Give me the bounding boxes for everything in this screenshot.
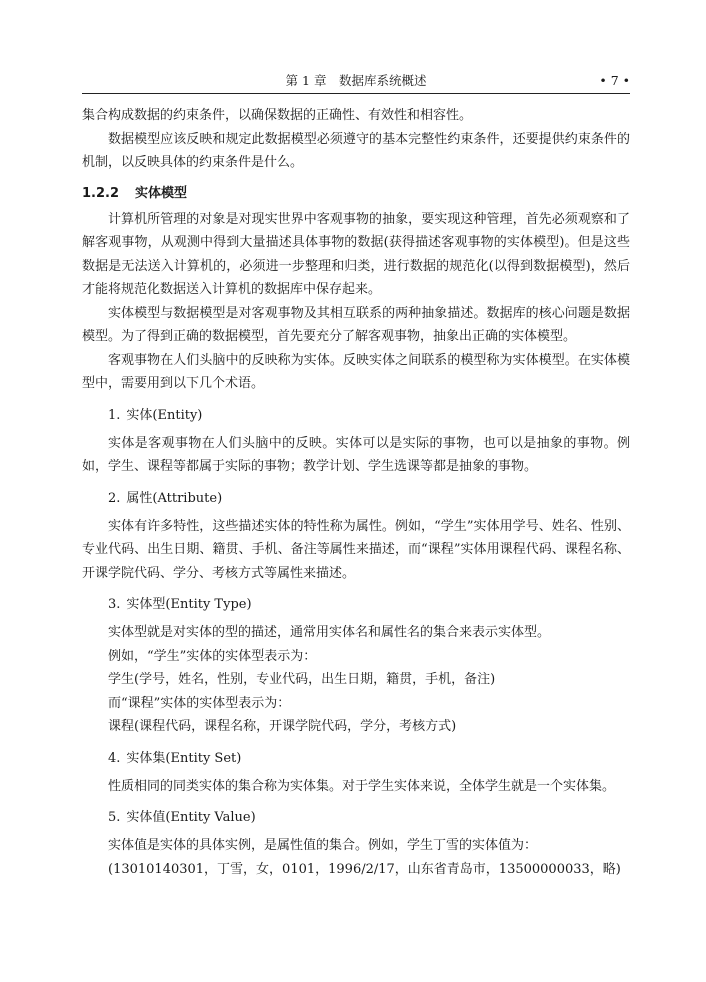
term-heading	[108, 594, 630, 616]
entity-type-example: 学生(学号，姓名，性别，专业代码，出生日期，籍贯，手机，备注)	[108, 672, 496, 687]
term-heading	[108, 405, 630, 427]
running-header	[82, 71, 630, 91]
paragraph: 实体模型与数据模型是对客观事物及其相互联系的两种抽象描述。数据库的核心问题是数据模型。为了得到正确的数据模型，首先要充分了解客观事物，抽象出正确的实体模型。	[82, 305, 630, 344]
term-heading	[108, 748, 630, 770]
term-number: 1.	[108, 407, 121, 423]
paragraph: 性质相同的同类实体的集合称为实体集。对于学生实体来说，全体学生就是一个实体集。	[108, 778, 616, 794]
section-heading	[82, 183, 630, 205]
term-title: 实体(Entity)	[126, 407, 203, 423]
term-title: 实体型(Entity Type)	[126, 597, 252, 612]
term-number: 4.	[108, 750, 121, 766]
entity-type-example: 课程(课程代码，课程名称，开课学院代码，学分，考核方式)	[108, 719, 457, 734]
paragraph: 客观事物在人们头脑中的反映称为实体。反映实体之间联系的模型称为实体模型。在实体模型中，需要用到以下几个术语。	[82, 352, 630, 391]
paragraph: 实体是客观事物在人们头脑中的反映。实体可以是实际的事物，也可以是抽象的事物。例如，学生、课程等都属于实际的事物；教学计划、学生选课等都是抽象的事物。	[82, 435, 630, 474]
paragraph: 计算机所管理的对象是对现实世界中客观事物的抽象，要实现这种管理，首先必须观察和了解客观事物，从观测中得到大量描述具体事物的数据(获得描述客观事物的实体模型)。但是这些数据是无法送入计算机的，必须进一步整理和归类，进行数据的规范化(以得到数据模型)，然后才能将规范化数据送入计算机的数据库中保存起来。	[82, 211, 630, 297]
header-rule	[82, 93, 630, 94]
paragraph: 集合构成数据的约束条件，以确保数据的正确性、有效性和相容性。	[82, 108, 473, 123]
paragraph: 而“课程”实体的实体型表示为：	[108, 695, 291, 711]
paragraph: 例如，“学生”实体的实体型表示为：	[108, 648, 317, 664]
paragraph: 数据模型应该反映和规定此数据模型必须遵守的基本完整性约束条件，还要提供约束条件的机制，以反映具体的约束条件是什么。	[82, 131, 630, 170]
term-title: 属性(Attribute)	[126, 490, 223, 506]
entity-value-example: (13010140301，丁雪，女，0101，1996/2/17，山东省青岛市，13500000033，略)	[108, 861, 621, 877]
section-title: 实体模型	[135, 185, 188, 201]
term-heading	[108, 488, 630, 510]
chapter-title: 第 1 章 数据库系统概述	[285, 73, 427, 88]
paragraph: 实体型就是对实体的型的描述，通常用实体名和属性名的集合来表示实体型。	[108, 625, 551, 640]
term-title: 实体值(Entity Value)	[126, 810, 256, 825]
page-body	[82, 104, 630, 881]
section-number: 1.2.2	[82, 185, 120, 201]
term-number: 3.	[108, 597, 121, 612]
paragraph: 实体值是实体的具体实例，是属性值的集合。例如，学生丁雪的实体值为：	[108, 838, 538, 853]
term-title: 实体集(Entity Set)	[126, 750, 242, 766]
term-number: 5.	[108, 810, 121, 825]
page-number: • 7 •	[599, 73, 630, 88]
term-number: 2.	[108, 490, 121, 506]
term-heading	[108, 807, 630, 829]
paragraph: 实体有许多特性，这些描述实体的特性称为属性。例如，“学生”实体用学号、姓名、性别、专业代码、出生日期、籍贯、手机、备注等属性来描述，而“课程”实体用课程代码、课程名称、开课学院代码、学分、考核方式等属性来描述。	[82, 518, 630, 581]
